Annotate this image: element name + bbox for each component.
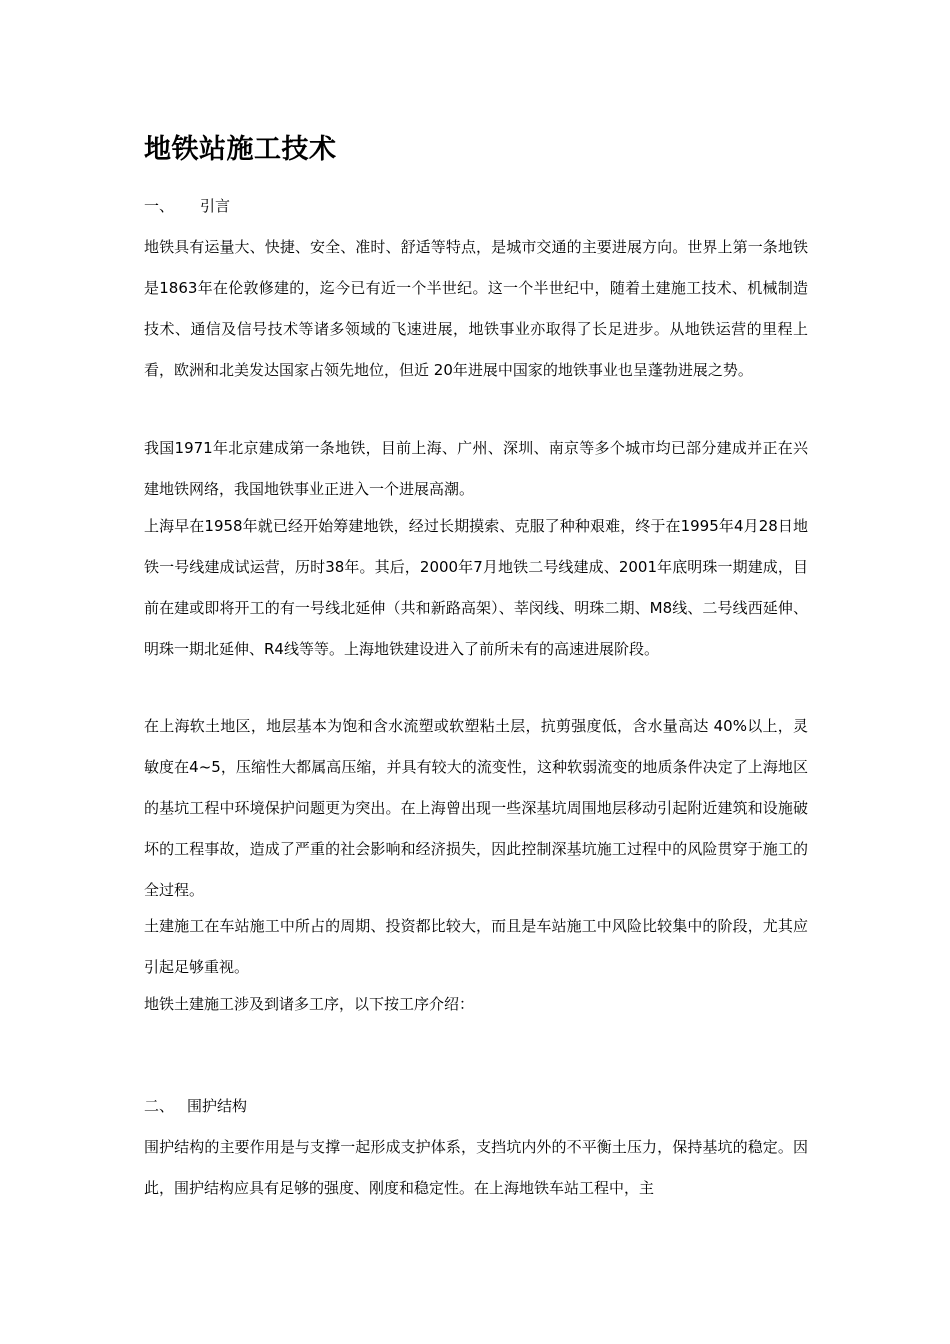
paragraph: 在上海软土地区，地层基本为饱和含水流塑或软塑粘土层，抗剪强度低，含水量高达 40%以上，灵敏度在4~5，压缩性大都属高压缩，并具有较大的流变性，这种软弱流变的地质条件决定了上海地区的基坑工程中环境保护问题更为突出。在上海曾出现一些深基坑周围地层移动引起附近建筑和设施破坏的工程事故，造成了严重的社会影响和经济损失，因此控制深基坑施工过程中的风险贯穿于施工的全过程。 xyxy=(144,717,808,899)
section-heading-retaining-structure xyxy=(144,1094,247,1118)
paragraph: 土建施工在车站施工中所占的周期、投资都比较大，而且是车站施工中风险比较集中的阶段，尤其应引起足够重视。 xyxy=(144,917,808,976)
paragraph: 我国1971年北京建成第一条地铁，目前上海、广州、深圳、南京等多个城市均已部分建成并正在兴建地铁网络，我国地铁事业正进入一个进展高潮。 xyxy=(144,439,808,498)
section-number: 一、 xyxy=(144,197,175,215)
paragraph: 地铁土建施工涉及到诸多工序，以下按工序介绍： xyxy=(144,995,475,1013)
section-title: 围护结构 xyxy=(187,1097,248,1115)
document-title: 地铁站施工技术 xyxy=(144,134,337,165)
section-title: 引言 xyxy=(200,197,231,215)
paragraph: 上海早在1958年就已经开始筹建地铁，经过长期摸索、克服了种种艰难，终于在1995年4月28日地铁一号线建成试运营，历时38年。其后，2000年7月地铁二号线建成、2001年底明珠一期建成，目前在建或即将开工的有一号线北延伸（共和新路高架）、莘闵线、明珠二期、M8线、二号线西延伸、明珠一期北延伸、R4线等等。上海地铁建设进入了前所未有的高速进展阶段。 xyxy=(144,517,808,658)
section-heading-introduction xyxy=(144,194,230,218)
section-number: 二、 xyxy=(144,1097,175,1115)
paragraph: 地铁具有运量大、快捷、安全、准时、舒适等特点，是城市交通的主要进展方向。世界上第一条地铁是1863年在伦敦修建的，迄今已有近一个半世纪。这一个半世纪中，随着土建施工技术、机械制造技术、通信及信号技术等诸多领域的飞速进展，地铁事业亦取得了长足进步。从地铁运营的里程上看，欧洲和北美发达国家占领先地位，但近 20年进展中国家的地铁事业也呈蓬勃进展之势。 xyxy=(144,238,808,379)
paragraph: 围护结构的主要作用是与支撑一起形成支护体系，支挡坑内外的不平衡土压力，保持基坑的稳定。因此，围护结构应具有足够的强度、刚度和稳定性。在上海地铁车站工程中，主 xyxy=(144,1138,808,1197)
